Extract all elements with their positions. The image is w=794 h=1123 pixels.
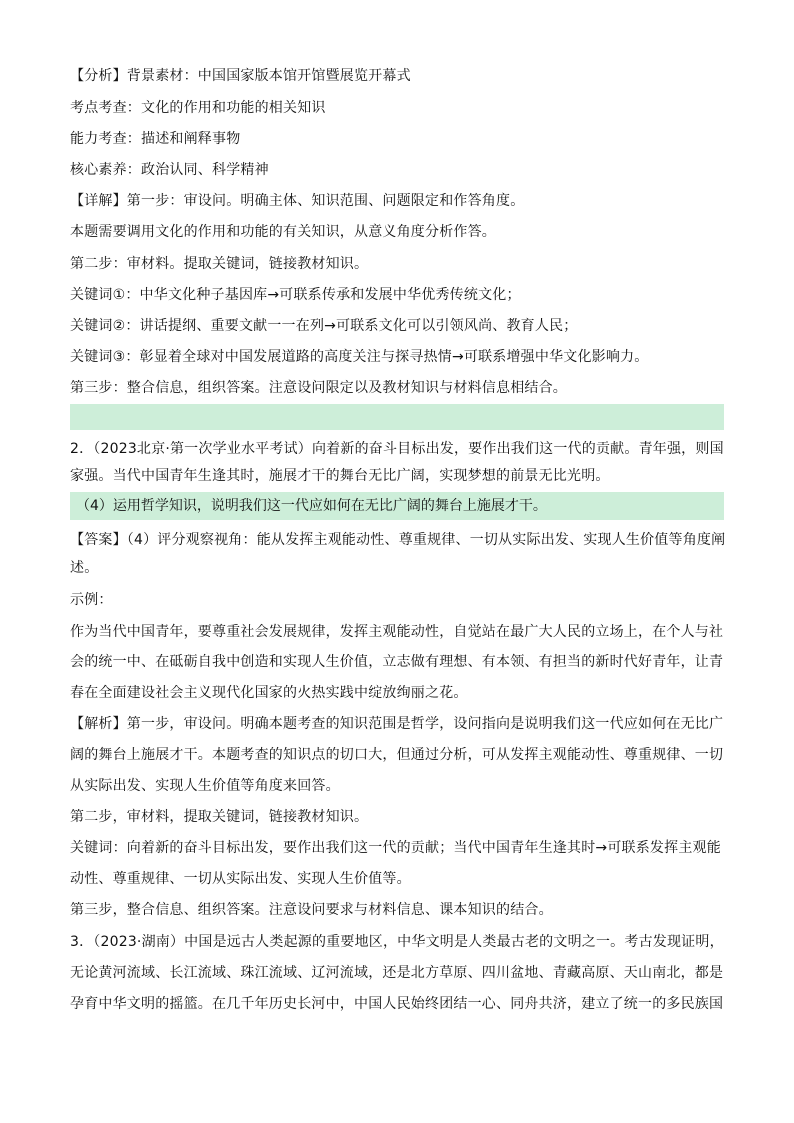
example-line-2: 会的统一中、在砥砺自我中创造和实现人生价值，立志做有理想、有本领、有担当的新时代好青年，让青 (70, 654, 724, 670)
explanation-step3: 第三步，整合信息、组织答案。注意设问要求与材料信息、课本知识的结合。 (70, 902, 553, 918)
explanation-step2: 第二步，审材料，提取关键词，链接教材知识。 (70, 809, 369, 825)
analysis-background: 【分析】背景素材：中国国家版本馆开馆暨展览开幕式 (70, 68, 411, 84)
detail-step1: 【详解】第一步：审设问。明确主体、知识范围、问题限定和作答角度。 (70, 193, 525, 209)
answer-line-2: 述。 (70, 560, 99, 576)
question-2-line-2: 家强。当代中国青年生逢其时，施展才干的舞台无比广阔，实现梦想的前景无比光明。 (70, 468, 610, 484)
question-3-line-3: 孕育中华文明的摇篮。在几千年历史长河中，中国人民始终团结一心、同舟共济，建立了统一的多民族国 (70, 996, 724, 1012)
example-line-1: 作为当代中国青年，要尊重社会发展规律，发挥主观能动性，自觉站在最广大人民的立场上，在个人与社 (70, 624, 724, 640)
example-label: 示例： (70, 592, 113, 608)
explanation-line-3: 从实际出发、实现人生价值等角度来回答。 (70, 778, 340, 794)
keyword-3: 关键词③：彰显着全球对中国发展道路的高度关注与探寻热情→可联系增强中华文化影响力。 (70, 349, 649, 365)
explanation-line-2: 阔的舞台上施展才干。本题考查的知识点的切口大，但通过分析，可从发挥主观能动性、尊重规律、一切 (70, 747, 724, 763)
keyword-1: 关键词①：中华文化种子基因库→可联系传承和发展中华优秀传统文化； (70, 287, 521, 303)
explanation-keyword-line-2: 动性、尊重规律、一切从实际出发、实现人生价值等。 (70, 871, 411, 887)
detail-step3: 第三步：整合信息，组织答案。注意设问限定以及教材知识与材料信息相结合。 (70, 380, 567, 396)
analysis-nengli: 能力考查：描述和阐释事物 (70, 131, 241, 147)
explanation-keyword-line-1: 关键词：向着新的奋斗目标出发，要作出我们这一代的贡献；当代中国青年生逢其时→可联系发挥主观能 (70, 840, 721, 856)
example-line-3: 春在全面建设社会主义现代化国家的火热实践中绽放绚丽之花。 (70, 685, 468, 701)
detail-step2: 第二步：审材料。提取关键词，链接教材知识。 (70, 256, 369, 272)
question-3-line-1: 3．（2023·湖南）中国是远古人类起源的重要地区，中华文明是人类最古老的文明之一。考古发现证明， (70, 934, 724, 950)
question-2-line-1: 2．（2023北京·第一次学业水平考试）向着新的奋斗目标出发，要作出我们这一代的贡献。青年强，则国 (70, 441, 724, 457)
analysis-kaodian: 考点考查：文化的作用和功能的相关知识 (70, 100, 326, 116)
answer-line-1: 【答案】（4）评分观察视角：能从发挥主观能动性、尊重规律、一切从实际出发、实现人生价值等角度阐 (70, 532, 726, 548)
keyword-2: 关键词②：讲话提纲、重要文献一一在列→可联系文化可以引领风尚、教育人民； (70, 318, 578, 334)
subquestion-4: （4）运用哲学知识，说明我们这一代应如何在无比广阔的舞台上施展才干。 (76, 498, 547, 514)
detail-step1-text: 本题需要调用文化的作用和功能的有关知识，从意义角度分析作答。 (70, 224, 496, 240)
analysis-suyang: 核心素养：政治认同、科学精神 (70, 162, 269, 178)
question-3-line-2: 无论黄河流域、长江流域、珠江流域、辽河流域，还是北方草原、四川盆地、青藏高原、天山南北，都是 (70, 965, 724, 981)
explanation-line-1: 【解析】第一步，审设问。明确本题考查的知识范围是哲学，设问指向是说明我们这一代应如何在无比广 (70, 716, 724, 732)
highlight-separator (70, 404, 724, 430)
